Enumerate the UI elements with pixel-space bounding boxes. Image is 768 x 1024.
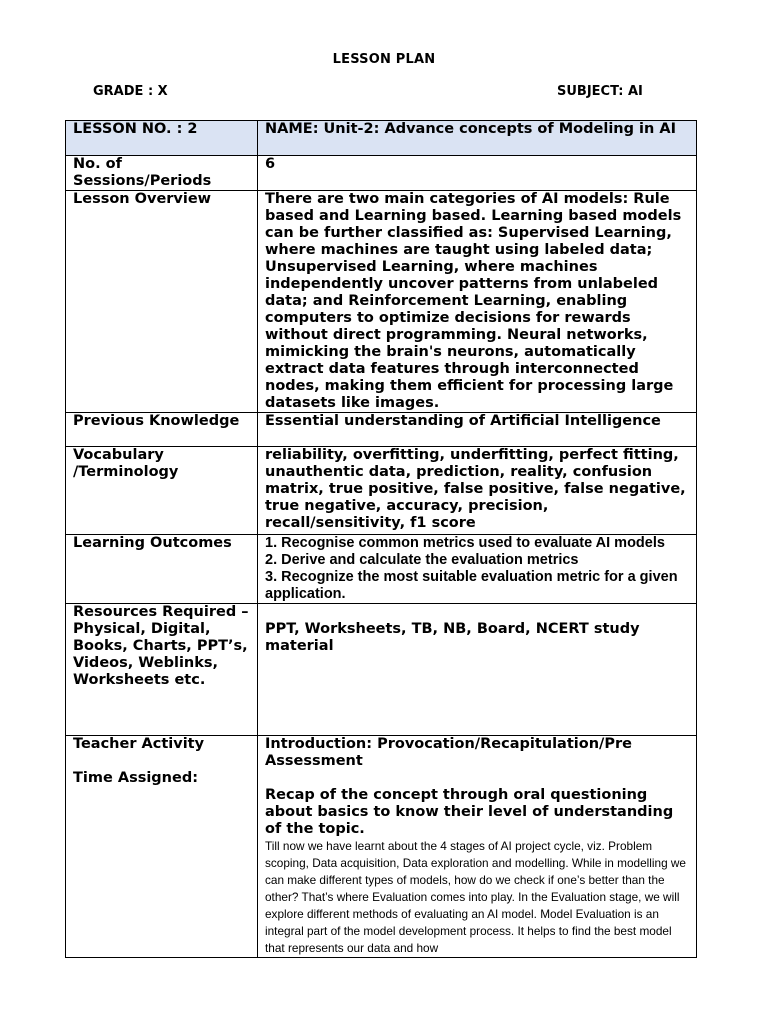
resources-value-cell	[258, 604, 697, 736]
teacher-activity-value-cell	[258, 736, 697, 958]
subject-label: SUBJECT: AI	[557, 84, 643, 99]
vocabulary-label-cell: Vocabulary /Terminology	[66, 447, 258, 535]
table-row	[66, 535, 697, 604]
lesson-name-cell: NAME: Unit-2: Advance concepts of Modeling in AI	[258, 121, 697, 156]
document-title: LESSON PLAN	[332, 52, 436, 67]
table-row	[66, 447, 697, 535]
previous-knowledge-label-cell: Previous Knowledge	[66, 413, 258, 447]
table-row	[66, 736, 697, 958]
table-row	[66, 191, 697, 413]
overview-value-cell: There are two main categories of AI models: Rule based and Learning based. Learning based models can be further classified as: Supervised Learning, where machines are taught using labeled data; Unsupervised Learning, where machines independently uncover patterns from unlabeled data; and Reinforcement Learning, enabling computers to optimize decisions for rewards without direct programming. Neural networks, mimicking the brain's neurons, automatically extract data features through interconnected nodes, making them efficient for processing large datasets like images.	[258, 191, 697, 413]
teacher-activity-text: Till now we have learnt about the 4 stages of AI project cycle, viz. Problem scoping, Data acquisition, Data exploration and modelling. While in modelling we can make different types of models, how do we check if one’s better than the other? That’s where Evaluation comes into play. In the Evaluation stage, we will explore different methods of evaluating an AI model. Model Evaluation is an integral part of the model development process. It helps to find the best model that represents our data and how	[265, 839, 686, 955]
introduction-heading: Introduction: Provocation/Recapitulation/Pre Assessment	[265, 736, 632, 769]
table-row	[66, 413, 697, 447]
table-row	[66, 604, 697, 736]
lesson-number-cell: LESSON NO. : 2	[66, 121, 258, 156]
resources-value: PPT, Worksheets, TB, NB, Board, NCERT study material	[265, 621, 640, 654]
outcomes-value-cell	[258, 535, 697, 604]
recap-heading: Recap of the concept through oral questioning about basics to know their level of understanding of the topic.	[265, 787, 674, 837]
overview-label-cell: Lesson Overview	[66, 191, 258, 413]
teacher-activity-label: Teacher Activity	[73, 736, 205, 752]
resources-label-cell: Resources Required – Physical, Digital, Books, Charts, PPT’s, Videos, Weblinks, Worksheets etc.	[66, 604, 258, 736]
teacher-activity-label-cell	[66, 736, 258, 958]
previous-knowledge-value-cell: Essential understanding of Artificial Intelligence	[258, 413, 697, 447]
grade-label: GRADE : X	[93, 84, 168, 99]
list-item: 3. Recognize the most suitable evaluation metric for a given application.	[265, 569, 678, 602]
sessions-label-cell: No. of Sessions/Periods	[66, 156, 258, 191]
lesson-plan-table	[65, 120, 697, 958]
sessions-value-cell: 6	[258, 156, 697, 191]
time-assigned-label: Time Assigned:	[73, 770, 199, 786]
table-row	[66, 156, 697, 191]
table-row	[66, 121, 697, 156]
outcomes-label-cell: Learning Outcomes	[66, 535, 258, 604]
list-item: 1. Recognise common metrics used to evaluate AI models	[265, 535, 665, 551]
list-item: 2. Derive and calculate the evaluation metrics	[265, 552, 579, 568]
vocabulary-value-cell: reliability, overfitting, underfitting, perfect fitting, unauthentic data, prediction, reality, confusion matrix, true positive, false positive, false negative, true negative, accuracy, precision, recall/sensitivity, f1 score	[258, 447, 697, 535]
